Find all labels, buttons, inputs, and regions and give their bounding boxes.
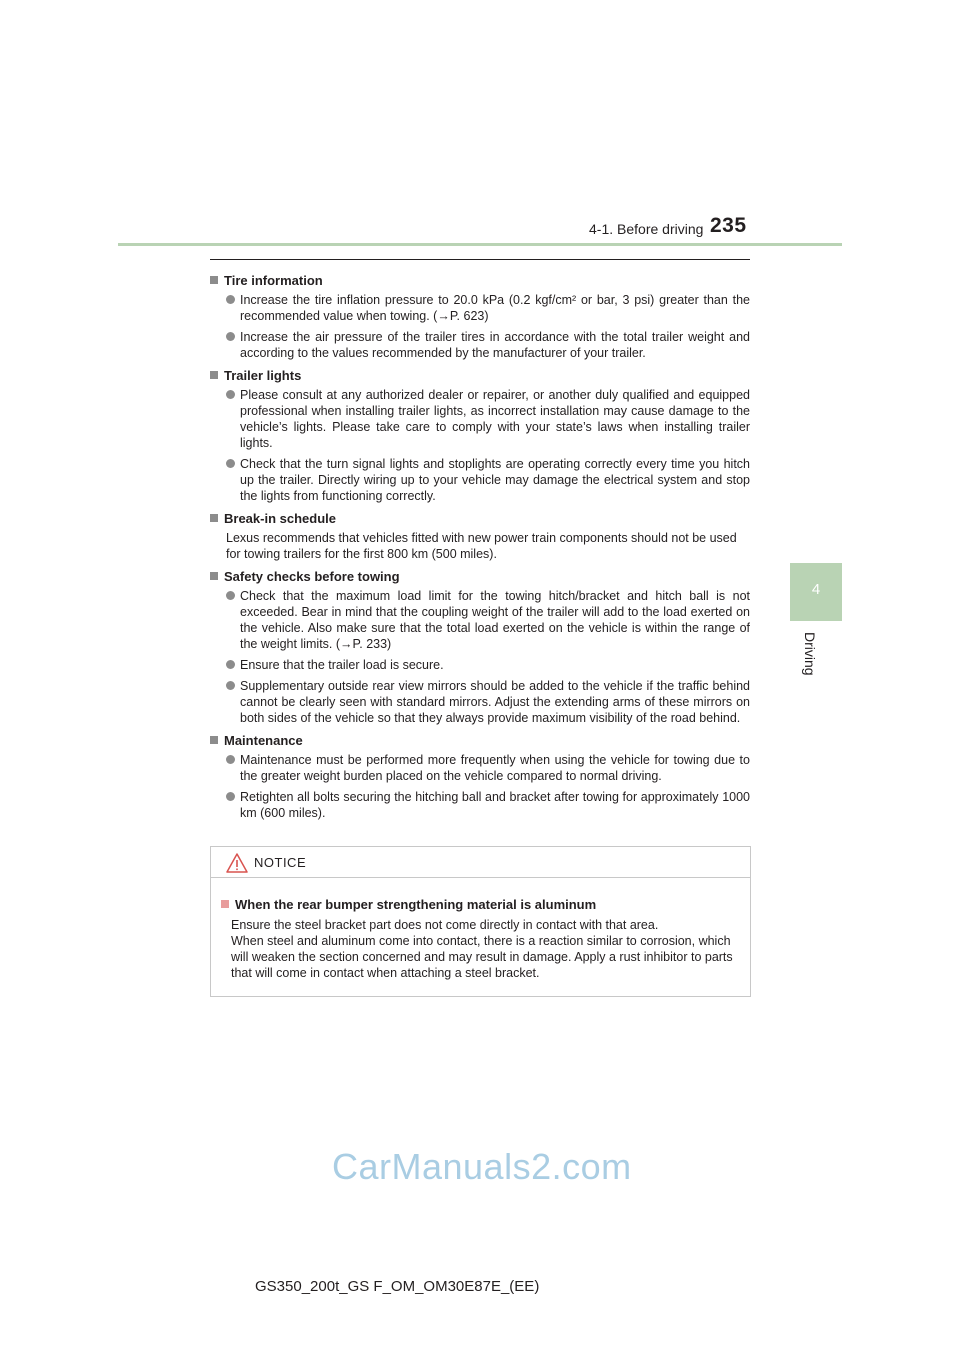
section-heading: Trailer lights: [210, 366, 750, 385]
round-bullet-icon: [226, 755, 235, 764]
notice-line: Ensure the steel bracket part does not come directly in contact with that area.: [231, 918, 659, 932]
chapter-tab: [790, 563, 842, 621]
section-heading: Maintenance: [210, 731, 750, 750]
notice-title: NOTICE: [254, 855, 307, 870]
list-item: Check that the turn signal lights and stoplights are operating correctly every time you hitch up the trailer. Directly wiring up to your vehicle may damage the electrical system and stop the lights from functioning correctly.: [210, 456, 750, 504]
list-item: Please consult at any authorized dealer or repairer, or another duly qualified and equipped professional when installing trailer lights, as incorrect installation may cause damage to the vehicle’s lights. Please take care to comply with your state’s laws when installing trailer lights.: [210, 387, 750, 451]
round-bullet-icon: [226, 792, 235, 801]
square-bullet-icon: [210, 514, 218, 522]
square-bullet-icon: [210, 736, 218, 744]
round-bullet-icon: [226, 390, 235, 399]
round-bullet-icon: [226, 295, 235, 304]
notice-header: [211, 847, 750, 878]
section-heading: Tire information: [210, 271, 750, 290]
round-bullet-icon: [226, 660, 235, 669]
section-heading: Safety checks before towing: [210, 567, 750, 586]
section-heading: Break-in schedule: [210, 509, 750, 528]
document-code: GS350_200t_GS F_OM_OM30E87E_(EE): [255, 1278, 540, 1295]
page-number: 235: [710, 214, 747, 237]
list-item: Supplementary outside rear view mirrors should be added to the vehicle if the traffic behind cannot be clearly seen with standard mirrors. Adjust the extending arms of these mirrors on both sides of the vehicle so that they always provide maximum visibility of the road behind.: [210, 678, 750, 726]
notice-box: [210, 846, 751, 997]
header-rule: [118, 243, 842, 246]
chapter-label-wrap: [802, 632, 826, 692]
main-content: [210, 268, 750, 826]
round-bullet-icon: [226, 332, 235, 341]
notice-line: When steel and aluminum come into contact, there is a reaction similar to corrosion, which will weaken the section concerned and may result in damage. Apply a rust inhibitor to parts that will come in contact when attaching a steel bracket.: [231, 934, 733, 980]
warning-triangle-icon: [226, 853, 248, 873]
round-bullet-icon: [226, 459, 235, 468]
square-bullet-icon: [221, 900, 229, 908]
square-bullet-icon: [210, 572, 218, 580]
round-bullet-icon: [226, 591, 235, 600]
round-bullet-icon: [226, 681, 235, 690]
list-item: Retighten all bolts securing the hitching ball and bracket after towing for approximately 1000 km (600 miles).: [210, 789, 750, 821]
square-bullet-icon: [210, 276, 218, 284]
square-bullet-icon: [210, 371, 218, 379]
notice-body: [211, 878, 750, 981]
paragraph: Lexus recommends that vehicles fitted with new power train components should not be used for towing trailers for the first 800 km (500 miles).: [226, 531, 737, 561]
list-item: Ensure that the trailer load is secure.: [210, 657, 750, 673]
list-item: Maintenance must be performed more frequently when using the vehicle for towing due to the greater weight burden placed on the vehicle compared to normal driving.: [210, 752, 750, 784]
list-item: Increase the air pressure of the trailer tires in accordance with the total trailer weight and according to the values recommended by the manufacturer of your trailer.: [210, 329, 750, 361]
list-item: Increase the tire inflation pressure to 20.0 kPa (0.2 kgf/cm² or bar, 3 psi) greater than the recommended value when towing. (→P. 623): [210, 292, 750, 324]
list-item: Check that the maximum load limit for the towing hitch/bracket and hitch ball is not exceeded. Bear in mind that the coupling weight of the trailer will add to the load exerted on the vehicle. Also make sure that the total load exerted on the vehicle is within the range of the weight limits. (→P. 233): [210, 588, 750, 652]
content-rule: [210, 259, 750, 260]
section-title: 4-1. Before driving: [589, 221, 704, 237]
chapter-number: 4: [811, 581, 821, 598]
watermark: CarManuals2.com: [332, 1146, 632, 1187]
chapter-label: Driving: [802, 632, 818, 676]
notice-heading: When the rear bumper strengthening material is aluminum: [221, 895, 740, 914]
